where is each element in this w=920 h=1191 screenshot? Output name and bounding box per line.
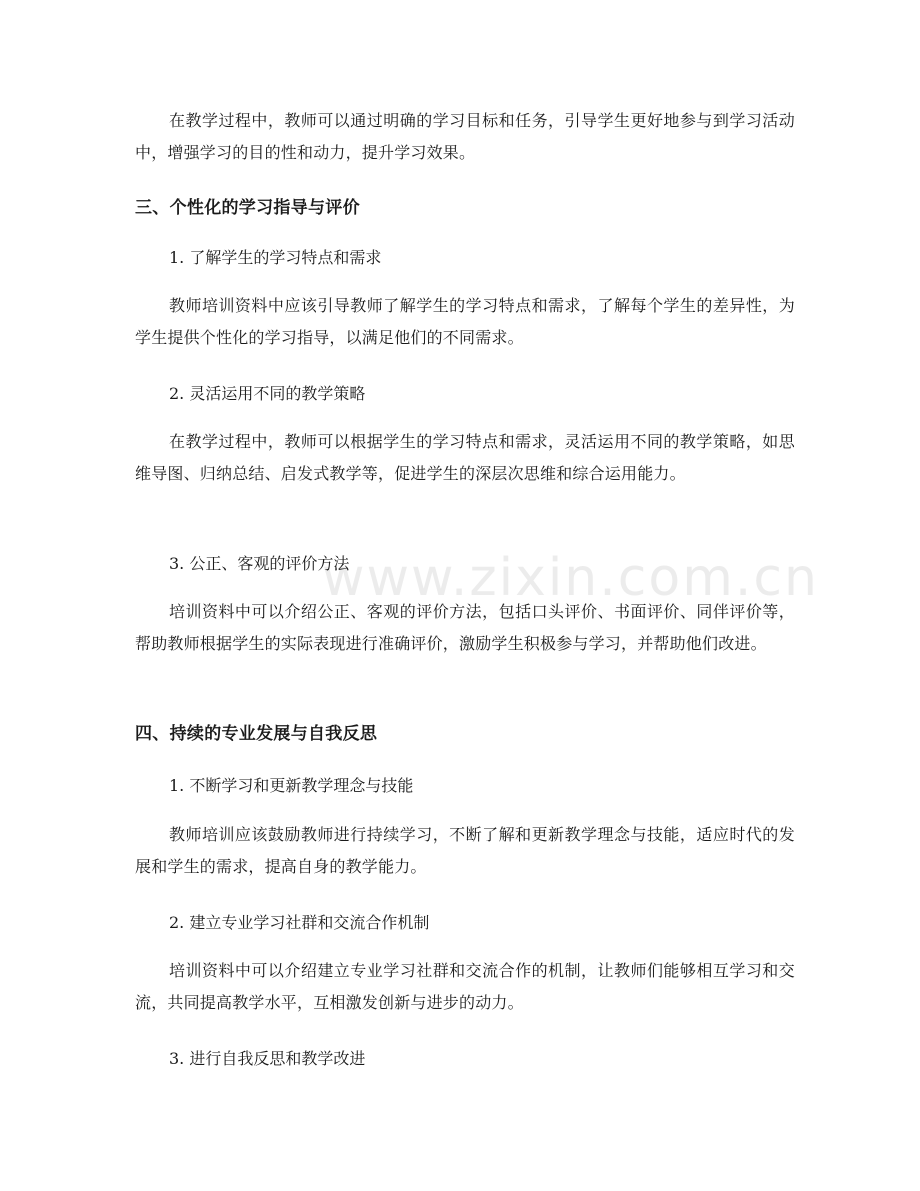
- paragraph-5: 教师培训应该鼓励教师进行持续学习，不断了解和更新教学理念与技能，适应时代的发展和学生的需求，提高自身的教学能力。: [135, 825, 795, 876]
- subheading-3-2: 2. 灵活运用不同的教学策略: [169, 384, 366, 403]
- subheading-4-1: 1. 不断学习和更新教学理念与技能: [169, 776, 414, 795]
- subheading-4-3: 3. 进行自我反思和教学改进: [169, 1049, 366, 1068]
- section-heading-4: 四、持续的专业发展与自我反思: [135, 724, 378, 744]
- subheading-3-3: 3. 公正、客观的评价方法: [169, 554, 350, 573]
- paragraph-2: 教师培训资料中应该引导教师了解学生的学习特点和需求，了解每个学生的差异性，为学生提供个性化的学习指导，以满足他们的不同需求。: [135, 296, 795, 347]
- subheading-3-1: 1. 了解学生的学习特点和需求: [169, 248, 382, 267]
- paragraph-1: 在教学过程中，教师可以通过明确的学习目标和任务，引导学生更好地参与到学习活动中，增强学习的目的性和动力，提升学习效果。: [135, 111, 795, 162]
- paragraph-6: 培训资料中可以介绍建立专业学习社群和交流合作的机制，让教师们能够相互学习和交流，共同提高教学水平，互相激发创新与进步的动力。: [135, 961, 795, 1012]
- paragraph-4: 培训资料中可以介绍公正、客观的评价方法，包括口头评价、书面评价、同伴评价等，帮助教师根据学生的实际表现进行准确评价，激励学生积极参与学习，并帮助他们改进。: [135, 602, 795, 653]
- paragraph-3: 在教学过程中，教师可以根据学生的学习特点和需求，灵活运用不同的教学策略，如思维导图、归纳总结、启发式教学等，促进学生的深层次思维和综合运用能力。: [135, 432, 795, 483]
- subheading-4-2: 2. 建立专业学习社群和交流合作机制: [169, 913, 430, 932]
- section-heading-3: 三、个性化的学习指导与评价: [135, 198, 360, 218]
- watermark: www.zixin.com.cn: [322, 548, 819, 608]
